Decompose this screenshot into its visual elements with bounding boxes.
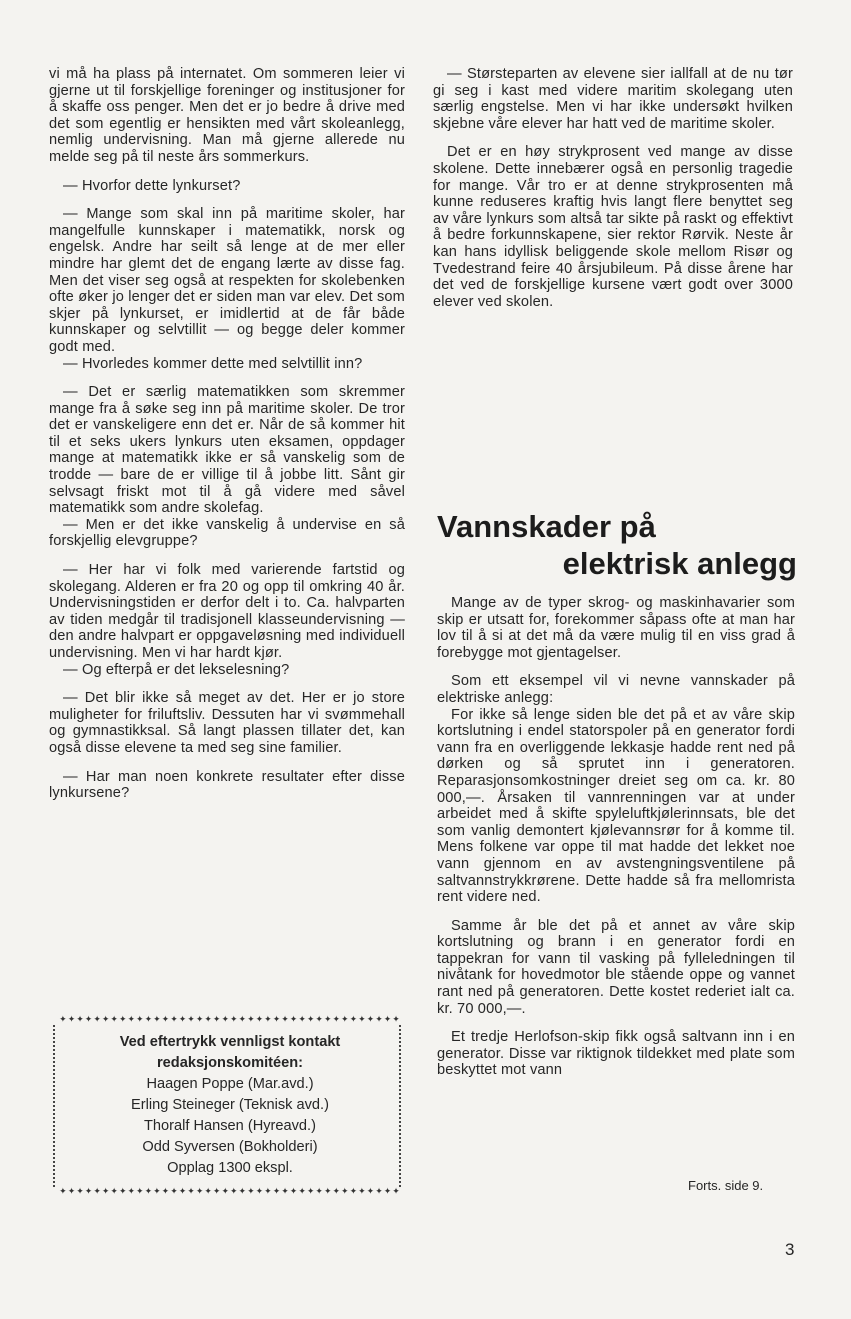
paragraph: Som ett eksempel vil vi nevne vannskader på elektriske anlegg:: [437, 673, 795, 706]
box-title-line-2: redaksjonskomitéen:: [157, 1055, 303, 1071]
article-heading: [437, 508, 797, 582]
paragraph: — Har man noen konkrete resultater efter disse lynkursene?: [49, 768, 405, 802]
paragraph: For ikke så lenge siden ble det på et av våre skip kortslutning i endel statorspoler på en generator fordi vann fra en overliggende lekkasje hadde rent ned på dørken og så sprutet inn i generatoren. Reparasjonsomkostninger dreiet seg om ca. kr. 80 000,—. Årsaken til vannrenningen var at under arbeidet med å skifte spyleluftkjølerinnsats, ble det som vanlig demontert kjølevannsrør for å komme til. Mens folkene var oppe til mat hadde det lekket noe vann gjennom en av avstengningsventilene på saltvannstrykkrørene. Dette hadde så fra mellomrista rent videre ned.: [437, 706, 795, 906]
right-column-body: [437, 595, 795, 1079]
paragraph: — Hvorfor dette lynkurset?: [63, 177, 241, 194]
paragraph: — Her har vi folk med varierende fartstid og skolegang. Alderen er fra 20 og opp til omkring 40 år. Undervisningstiden er derfor delt i to. Ca. halvparten av tiden medgår til tradisjonell klasseundervisning — den andre halvpart er oppgaveløsning med individuell undervisning. Men vi har hardt kjør.: [49, 562, 405, 661]
left-column: [49, 66, 405, 814]
box-content: [65, 1032, 395, 1179]
box-name: Erling Steineger (Teknisk avd.): [131, 1097, 329, 1113]
dotted-border-left: [53, 1025, 63, 1187]
paragraph: Mange av de typer skrog- og maskinhavarier som skip er utsatt for, forekommer såpass ofte at man har lov til å si at det må da være mulig til en viss grad å forebygge mot gjentagelser.: [437, 595, 795, 661]
paragraph: Det er en høy strykprosent ved mange av disse skolene. Dette innebærer også en personlig tragedie for mange. Vår tro er at denne strykprosenten må kunne reduseres kraftig hvis langt flere benyttet seg av våre lynkurs som altså tar sikte på raskt og effektivt å bedre forkunnskapene, sier rektor Rørvik. Neste år kan hans idyllisk beliggende skole mellom Risør og Tvedestrand feire 40 årsjubileum. På disse årene har det ved de forskjellige kursene vært godt over 3000 elever ved skolen.: [433, 144, 793, 310]
paragraph: vi må ha plass på internatet. Om sommeren leier vi gjerne ut til forskjellige foreninger og institusjoner for å skaffe oss penger. Men det er jo bedre å drive med det som egentlig er hensikten med vårt skoleanlegg, nemlig undervisning. Man må gjerne allerede nu melde seg på til neste års sommerkurs.: [49, 66, 405, 165]
paragraph: Et tredje Herlofson-skip fikk også saltvann inn i en generator. Disse var riktignok tildekket med plate som beskyttet mot vann: [437, 1029, 795, 1079]
page-number: 3: [785, 1240, 795, 1259]
paragraph: — Og efterpå er det lekselesning?: [63, 661, 290, 678]
box-circulation: Opplag 1300 ekspl.: [167, 1160, 293, 1176]
box-name: Thoralf Hansen (Hyreavd.): [144, 1118, 316, 1134]
dotted-border-bottom: ✦✦✦✦✦✦✦✦✦✦✦✦✦✦✦✦✦✦✦✦✦✦✦✦✦✦✦✦✦✦✦✦✦✦✦✦✦✦✦✦: [59, 1187, 401, 1197]
dotted-border-top: ✦✦✦✦✦✦✦✦✦✦✦✦✦✦✦✦✦✦✦✦✦✦✦✦✦✦✦✦✦✦✦✦✦✦✦✦✦✦✦✦: [59, 1015, 401, 1025]
paragraph: Samme år ble det på et annet av våre skip kortslutning og brann i en generator fordi en tappekran for vann til vasking på fylleledningen til nivåtank for hovedmotor ble stående oppe og vannet rant ned på generatoren. Dette kostet rederiet ialt ca. kr. 70 000,—.: [437, 917, 795, 1017]
paragraph: — Men er det ikke vanskelig å undervise en så forskjellig elevgruppe?: [49, 516, 405, 550]
right-column-top: [433, 66, 793, 322]
editorial-box: [51, 1015, 409, 1197]
dotted-border-right: [399, 1025, 409, 1187]
paragraph: — Størsteparten av elevene sier iallfall at de nu tør gi seg i kast med videre maritim skolegang uten særlig engstelse. Men vi har ikke undersøkt hvilken skjebne våre elever har hatt ved de maritime skoler.: [433, 66, 793, 132]
box-name: Haagen Poppe (Mar.avd.): [146, 1076, 314, 1092]
heading-line-2: elektrisk anlegg: [562, 546, 797, 581]
paragraph: — Hvorledes kommer dette med selvtillit inn?: [63, 355, 363, 372]
paragraph: — Det er særlig matematikken som skremmer mange fra å søke seg inn på maritime skoler. De tror det er vanskeligere enn det er. Når de så kommer hit til et seks ukers lynkurs uten eksamen, oppdager mange at matematikk ikke er så vanskelig som de trodde — bare de er villige til å jobbe litt. Sånt gir selvsagt friskt mot til å gå videre med såvel matematikk som andre skolefag.: [49, 384, 405, 517]
continued-note: Forts. side 9.: [688, 1178, 764, 1193]
box-title-line-1: Ved eftertrykk vennligst kontakt: [119, 1034, 341, 1050]
box-name: Odd Syversen (Bokholderi): [142, 1139, 318, 1155]
heading-line-1: Vannskader på: [437, 509, 656, 544]
paragraph: — Det blir ikke så meget av det. Her er jo store muligheter for friluftsliv. Dessuten har vi svømmehall og gymnastikksal. Så langt plassen tillater det, kan også disse elevene ta med seg sine familier.: [49, 690, 405, 756]
paragraph: — Mange som skal inn på maritime skoler, har mangelfulle kunnskaper i matematikk, norsk og engelsk. Andre har seilt så lenge at de mer eller mindre har glemt det de engang lærte av disse fag. Men det viser seg også at respekten for skolebenken ofte øker jo lenger det er siden man var elev. Det som skjer på lynkurset, er imidlertid at de får både kunnskaper og selvtillit — og begge deler kommer godt med.: [49, 206, 405, 355]
